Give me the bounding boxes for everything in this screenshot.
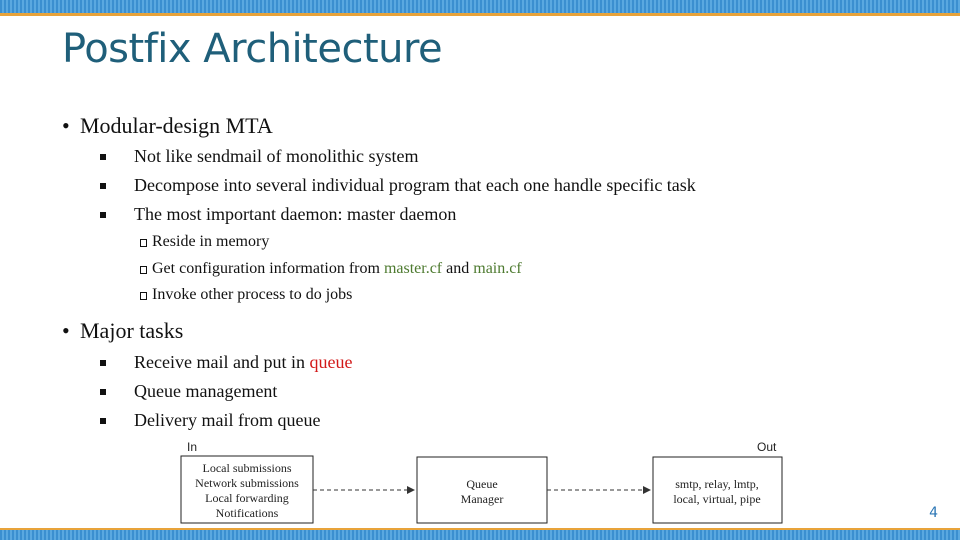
outputs-line1: smtp, relay, lmtp, <box>675 477 759 491</box>
input-local-submissions: Local submissions <box>202 461 292 475</box>
list-item-text: Decompose into several individual program that each one handle specific task <box>134 175 696 195</box>
list-item-text: Delivery mail from queue <box>134 410 321 430</box>
out-label: Out <box>757 440 777 454</box>
slide-title: Postfix Architecture <box>62 26 443 72</box>
list-item-text: The most important daemon: master daemon <box>134 204 457 224</box>
input-notifications: Notifications <box>215 506 279 520</box>
text-segment: Get configuration information from <box>152 260 384 277</box>
input-network-submissions: Network submissions <box>195 476 299 490</box>
bullet-dot-icon: • <box>62 318 70 343</box>
bullet-text: Modular-design MTA <box>80 113 273 138</box>
outputs-line2: local, virtual, pipe <box>673 492 761 506</box>
page-number: 4 <box>929 505 938 521</box>
bullet-text: Major tasks <box>80 318 184 343</box>
config-file-main: main.cf <box>473 260 522 277</box>
bullet-dot-icon: • <box>62 113 70 138</box>
queue-highlight: queue <box>309 352 353 372</box>
text-segment: and <box>442 260 474 277</box>
input-local-forwarding: Local forwarding <box>205 491 289 505</box>
list-item-text: Queue management <box>134 381 278 401</box>
list-item-text: Not like sendmail of monolithic system <box>134 146 419 166</box>
sub-list-item-text: Reside in memory <box>152 233 270 250</box>
queue-manager-line2: Manager <box>460 492 504 506</box>
in-label: In <box>187 440 198 454</box>
text-segment: Receive mail and put in <box>134 352 310 372</box>
queue-manager-line1: Queue <box>466 477 498 491</box>
sub-list-item-text: Invoke other process to do jobs <box>152 286 353 303</box>
bottom-decorative-bar <box>0 528 960 540</box>
config-file-master: master.cf <box>383 260 443 277</box>
